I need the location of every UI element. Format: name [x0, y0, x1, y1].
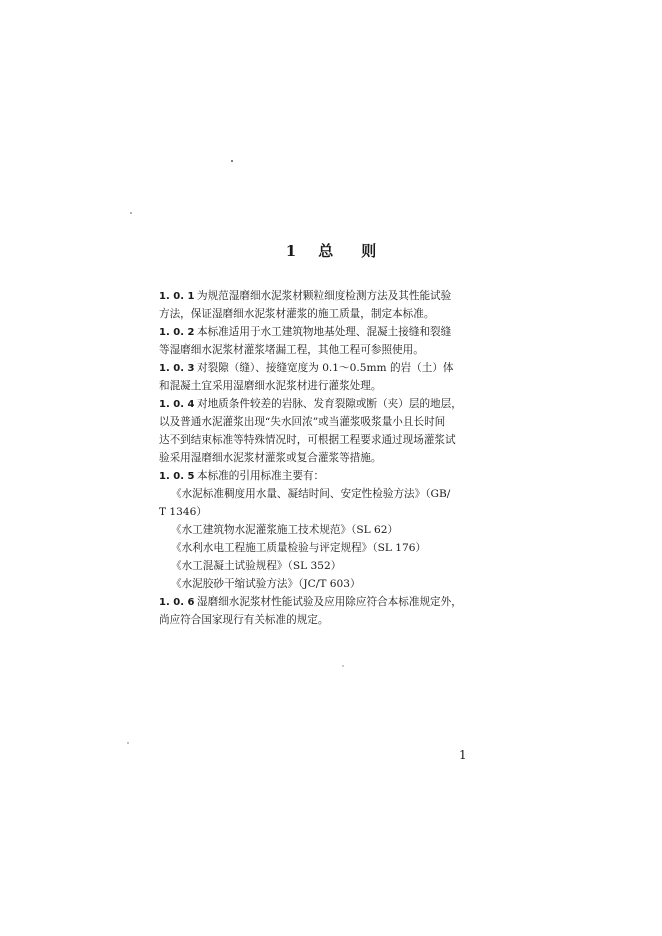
clause-line: 和混凝土宜采用湿磨细水泥浆材进行灌浆处理。 — [159, 380, 382, 392]
clause-line: 等湿磨细水泥浆材灌浆堵漏工程，其他工程可参照使用。 — [159, 344, 424, 356]
clause-line — [159, 467, 499, 485]
clause-number: 1. 0. 1 — [159, 291, 195, 302]
reference-item: 《水利水电工程施工质量检验与评定规程》（SL 176） — [171, 542, 427, 554]
clause-number: 1. 0. 6 — [159, 597, 195, 608]
clause-line: 尚应符合国家现行有关标准的规定。 — [159, 614, 329, 626]
clause-text: 本标准适用于水工建筑物地基处理、混凝土接缝和裂缝 — [197, 326, 452, 338]
document-body — [159, 287, 499, 629]
clause-line — [159, 359, 499, 377]
clause-text: 对裂隙（缝）、接缝宽度为 0.1～0.5mm 的岩（土）体 — [197, 362, 454, 374]
scan-speck — [342, 665, 344, 667]
clause-text: 为规范湿磨细水泥浆材颗粒细度检测方法及其性能试验 — [197, 290, 452, 302]
clause-line — [159, 395, 499, 413]
chapter-number: 1 — [285, 242, 297, 260]
clause-line: 方法，保证湿磨细水泥浆材灌浆的施工质量，制定本标准。 — [159, 308, 435, 320]
clause-text: 对地质条件较差的岩脉、发育裂隙或断（夹）层的地层， — [197, 398, 462, 410]
reference-item-continued: T 1346） — [159, 506, 207, 518]
reference-item: 《水工建筑物水泥灌浆施工技术规范》（SL 62） — [171, 524, 399, 536]
page-number: 1 — [459, 748, 467, 762]
clause-number: 1. 0. 3 — [159, 363, 195, 374]
reference-item: 《水泥标准稠度用水量、凝结时间、安定性检验方法》（GB/ — [171, 488, 451, 500]
scan-speck — [127, 742, 129, 744]
clause-line: 达不到结束标准等特殊情况时，可根据工程要求通过现场灌浆试 — [159, 434, 456, 446]
clause-number: 1. 0. 4 — [159, 399, 195, 410]
chapter-heading — [0, 240, 662, 261]
reference-item: 《水泥胶砂干缩试验方法》（JC/T 603） — [171, 578, 361, 590]
clause-line — [159, 287, 499, 305]
clause-text: 本标准的引用标准主要有： — [197, 470, 325, 482]
clause-number: 1. 0. 2 — [159, 327, 195, 338]
clause-line — [159, 593, 499, 611]
chapter-title-char-2: 则 — [361, 242, 377, 260]
clause-number: 1. 0. 5 — [159, 471, 195, 482]
reference-item: 《水工混凝土试验规程》（SL 352） — [171, 560, 342, 572]
clause-line: 验采用湿磨细水泥浆材灌浆或复合灌浆等措施。 — [159, 452, 382, 464]
scan-speck — [130, 212, 132, 214]
clause-line — [159, 323, 499, 341]
clause-text: 湿磨细水泥浆材性能试验及应用除应符合本标准规定外， — [197, 596, 462, 608]
chapter-title-char-1: 总 — [318, 242, 334, 260]
scan-speck — [231, 160, 233, 162]
clause-line: 以及普通水泥灌浆出现“失水回浓”或当灌浆吸浆量小且长时间 — [159, 416, 446, 428]
